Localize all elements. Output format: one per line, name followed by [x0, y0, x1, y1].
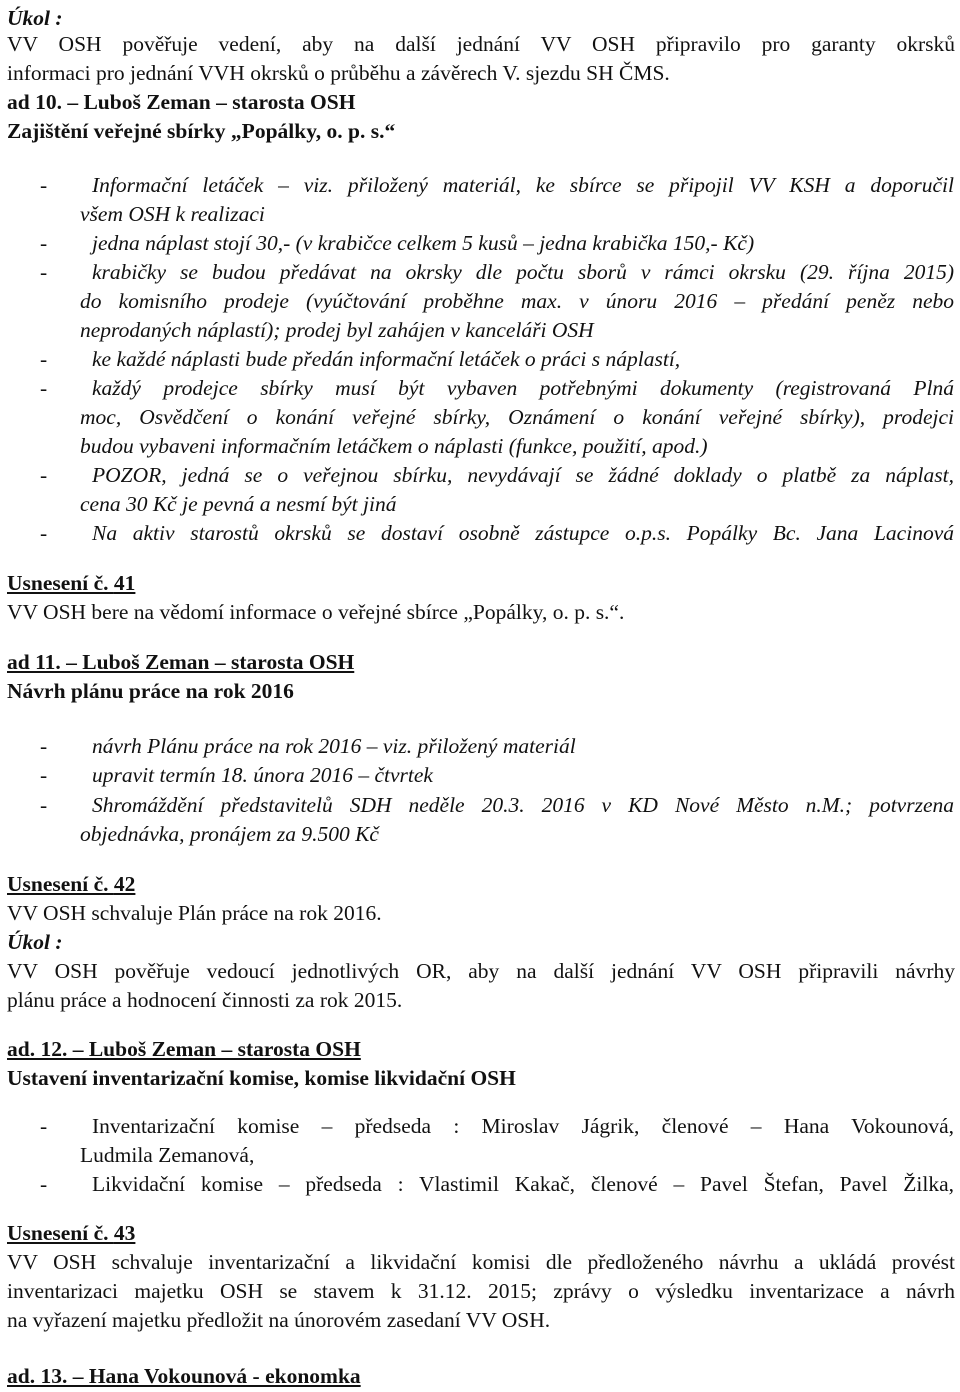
resolution-text-43: inventarizaci majetku OSH se stavem k 31.12. 2015; zprávy o výsledku inventarizace a návrh — [7, 1279, 955, 1303]
list-item: Informační letáček – viz. přiložený materiál, ke sbírce se připojil VV KSH a doporučil — [92, 173, 954, 197]
list-item: Likvidační komise – předseda : Vlastimil Kakač, členové – Pavel Štefan, Pavel Žilka, — [92, 1172, 954, 1196]
list-bullet: - — [40, 734, 48, 758]
list-bullet: - — [40, 521, 48, 545]
list-bullet: - — [40, 1172, 48, 1196]
resolution-text-42: VV OSH schvaluje Plán práce na rok 2016. — [7, 901, 382, 925]
ukol-text-line: VV OSH pověřuje vedení, aby na další jednání VV OSH připravilo pro garanty okrsků — [7, 32, 955, 56]
resolution-label-41 — [7, 569, 135, 598]
ukol-text-line: informaci pro jednání VVH okrsků o průběhu a závěrech V. sjezdu SH ČMS. — [7, 61, 670, 85]
resolution-label-prefix: Usnesení č. — [7, 1221, 114, 1245]
resolution-label-prefix: Usnesení č. — [7, 872, 114, 896]
section-title-ad12: ad. 12. – Luboš Zeman – starosta OSH — [7, 1037, 361, 1061]
list-item-continuation: objednávka, pronájem za 9.500 Kč — [80, 822, 379, 846]
list-bullet: - — [40, 260, 48, 284]
resolution-number: 42 — [113, 872, 136, 896]
resolution-text-43: na vyřazení majetku předložit na únorovém zasedaní VV OSH. — [7, 1308, 551, 1332]
list-item-continuation: cena 30 Kč je pevná a nesmí být jiná — [80, 492, 397, 516]
ukol-text-line: VV OSH pověřuje vedoucí jednotlivých OR, aby na další jednání VV OSH připravili návrhy — [7, 959, 955, 983]
list-item-continuation: do komisního prodeje (vyúčtování proběhne max. v únoru 2016 – předání peněz nebo — [80, 289, 954, 313]
resolution-label-43 — [7, 1219, 135, 1248]
section-subtitle-ad12: Ustavení inventarizační komise, komise likvidační OSH — [7, 1066, 516, 1090]
resolution-label-prefix: Usnesení č. — [7, 571, 114, 595]
list-item: Na aktiv starostů okrsků se dostaví osobně zástupce o.p.s. Popálky Bc. Jana Lacinová — [92, 521, 954, 545]
list-bullet: - — [40, 347, 48, 371]
list-item-continuation: všem OSH k realizaci — [80, 202, 265, 226]
list-item: krabičky se budou předávat na okrsky dle počtu sborů v rámci okrsku (29. října 2015) — [92, 260, 954, 284]
resolution-number: 43 — [113, 1221, 136, 1245]
list-item: návrh Plánu práce na rok 2016 – viz. přiložený materiál — [92, 734, 576, 758]
ukol-text-line: plánu práce a hodnocení činnosti za rok 2015. — [7, 988, 403, 1012]
list-item: upravit termín 18. února 2016 – čtvrtek — [92, 763, 433, 787]
list-item-continuation: moc, Osvědčení o konání veřejné sbírky, Oznámení o konání veřejné sbírky), prodejci — [80, 405, 954, 429]
list-bullet: - — [40, 376, 48, 400]
list-item: jedna náplast stojí 30,- (v krabičce celkem 5 kusů – jedna krabička 150,- Kč) — [92, 231, 755, 255]
section-title-ad13: ad. 13. – Hana Vokounová - ekonomka — [7, 1364, 361, 1388]
section-subtitle-ad10: Zajištění veřejné sbírky „Popálky, o. p. s.“ — [7, 119, 396, 143]
list-bullet: - — [40, 231, 48, 255]
resolution-text-43: VV OSH schvaluje inventarizační a likvidační komisi dle předloženého návrhu a ukládá provést — [7, 1250, 955, 1274]
ukol-heading: Úkol : — [7, 6, 63, 30]
ukol-heading: Úkol : — [7, 930, 63, 954]
section-title-ad11: ad 11. – Luboš Zeman – starosta OSH — [7, 650, 355, 674]
list-bullet: - — [40, 1114, 48, 1138]
list-item: Shromáždění představitelů SDH neděle 20.3. 2016 v KD Nové Město n.M.; potvrzena — [92, 793, 954, 817]
list-bullet: - — [40, 463, 48, 487]
section-title-ad10: ad 10. – Luboš Zeman – starosta OSH — [7, 90, 356, 114]
list-item: ke každé náplasti bude předán informační letáček o práci s náplastí, — [92, 347, 681, 371]
list-bullet: - — [40, 173, 48, 197]
resolution-number: 41 — [113, 571, 136, 595]
resolution-text-41: VV OSH bere na vědomí informace o veřejné sbírce „Popálky, o. p. s.“. — [7, 600, 625, 624]
list-item: Inventarizační komise – předseda : Miroslav Jágrik, členové – Hana Vokounová, — [92, 1114, 954, 1138]
list-bullet: - — [40, 793, 48, 817]
list-item: každý prodejce sbírky musí být vybaven potřebnými dokumenty (registrovaná Plná — [92, 376, 954, 400]
section-subtitle-ad11: Návrh plánu práce na rok 2016 — [7, 679, 294, 703]
list-item: POZOR, jedná se o veřejnou sbírku, nevydávají se žádné doklady o platbě za náplast, — [92, 463, 954, 487]
list-item-continuation: budou vybaveni informačním letáčkem o náplasti (funkce, použití, apod.) — [80, 434, 708, 458]
list-item-continuation: neprodaných náplastí); prodej byl zahájen v kanceláři OSH — [80, 318, 594, 342]
list-bullet: - — [40, 763, 48, 787]
resolution-label-42 — [7, 870, 135, 899]
list-item-continuation: Ludmila Zemanová, — [80, 1143, 255, 1167]
